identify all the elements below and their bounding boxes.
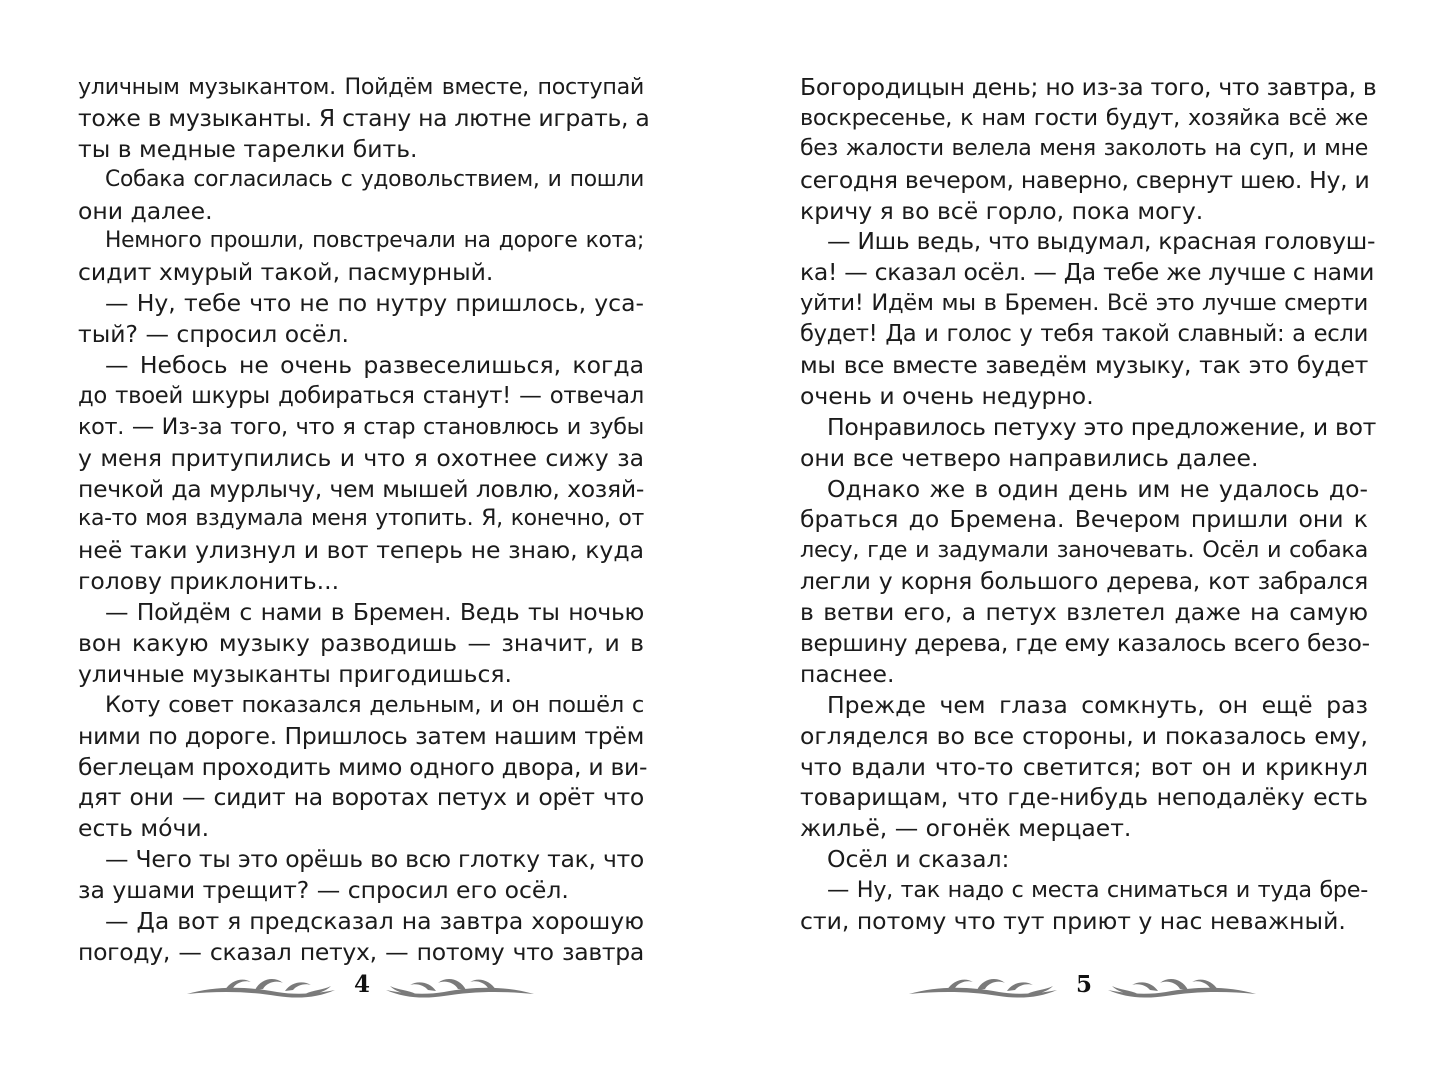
text-line: очень и очень недурно. (800, 381, 1094, 410)
text-line: — Небось не очень развеселишься, когда (105, 351, 644, 380)
text-line: Понравилось петуху это предложение, и вот (827, 412, 1377, 441)
text-line: кричу я во всё горло, пока могу. (800, 196, 1204, 225)
text-line: беглецам проходить мимо одного двора, и ви- (78, 752, 648, 781)
text-line: они далее. (78, 196, 213, 225)
text-line: ка-то моя вздумала меня утопить. Я, конечно, от (78, 506, 644, 532)
text-line: без жалости велела меня заколоть на суп, и мне (800, 135, 1368, 161)
text-line: — Ишь ведь, что выдумал, красная головуш- (827, 227, 1376, 256)
text-line: сегодня вечером, наверно, свернут шею. Ну, и (800, 165, 1370, 194)
text-line: у меня притупились и что я охотнее сижу за (78, 443, 644, 472)
text-line: Богородицын день; но из-за того, что завтра, в (800, 73, 1377, 101)
text-line: неё таки улизнул и вот теперь не знаю, куда (78, 536, 644, 565)
text-line: — Ну, так надо с места сниматься и туда бре- (827, 877, 1368, 904)
text-line: голову приклонить... (78, 567, 340, 596)
text-line: товарищам, что где-нибудь неподалёку есть (800, 783, 1368, 812)
text-line: в ветви его, а петух взлетел даже на самую (800, 598, 1368, 627)
text-line: кот. — Из-за того, что я стар становлюсь и зубы (78, 413, 644, 440)
text-line: ка! — сказал осёл. — Да тебе же лучше с нами (800, 258, 1375, 287)
right-ornament-icon (384, 974, 536, 1000)
text-line: уличные музыканты пригодишься. (78, 659, 512, 688)
text-line: Однако же в один день им не удалось до- (827, 474, 1368, 503)
text-line: браться до Бремена. Вечером пришли они к (800, 505, 1368, 534)
text-line: есть мо́чи. (78, 814, 210, 843)
text-line: — Ну, тебе что не по нутру пришлось, уса- (105, 289, 644, 318)
text-line: Осёл и сказал: (827, 845, 1010, 874)
text-line: мы все вместе заведём музыку, так это будет (800, 351, 1368, 380)
text-line: до твоей шкуры добираться станут! — отвечал (78, 382, 644, 409)
text-line: уйти! Идём мы в Бремен. Всё это лучше смерти (800, 290, 1368, 317)
text-line: жильё, — огонёк мерцает. (800, 814, 1132, 843)
left-page (0, 0, 722, 1083)
text-line: сти, потому что тут приют у нас неважный. (800, 907, 1346, 936)
text-line: печкой да мурлычу, чем мышей ловлю, хозяй- (78, 474, 644, 503)
text-line: Прежде чем глаза сомкнуть, он ещё раз (827, 690, 1368, 719)
text-line: ними по дороге. Пришлось затем нашим трём (78, 721, 644, 750)
text-line: что вдали что-то светится; вот он и крикнул (800, 752, 1368, 781)
text-line: дят они — сидит на воротах петух и орёт что (78, 783, 644, 812)
text-line: паснее. (800, 659, 895, 688)
text-line: вон какую музыку разводишь — значит, и в (78, 629, 644, 658)
text-line: сидит хмурый такой, пасмурный. (78, 258, 494, 287)
text-line: уличным музыкантом. Пойдём вместе, поступай (78, 74, 644, 100)
left-ornament-icon (185, 974, 337, 1000)
right-page-text (800, 72, 1377, 937)
text-line: ты в медные тарелки бить. (78, 134, 418, 163)
text-line: — Да вот я предсказал на завтра хорошую (105, 907, 644, 936)
left-page-footer (0, 966, 722, 1010)
text-line: легли у корня большого дерева, кот забрался (800, 567, 1368, 596)
right-page (722, 0, 1445, 1083)
text-line: вершину дерева, где ему казалось всего безо- (800, 629, 1370, 658)
page-number: 5 (1075, 971, 1092, 998)
text-line: — Пойдём с нами в Бремен. Ведь ты ночью (105, 598, 644, 627)
text-line: они все четверо направились далее. (800, 443, 1259, 472)
text-line: тоже в музыканты. Я стану на лютне играть, а (78, 103, 650, 132)
text-line: погоду, — сказал петух, — потому что завтра (78, 937, 644, 966)
left-page-text (78, 72, 650, 968)
text-line: Собака согласилась с удовольствием, и пошли (105, 166, 644, 192)
text-line: воскресенье, к нам гости будут, хозяйка всё же (800, 104, 1368, 131)
text-line: тый? — спросил осёл. (78, 320, 349, 349)
text-line: за ушами трещит? — спросил его осёл. (78, 876, 569, 905)
text-line: лесу, где и задумали заночевать. Осёл и собака (800, 537, 1368, 564)
right-ornament-icon (1106, 974, 1258, 1000)
text-line: Немного прошли, повстречали на дороге кота; (105, 228, 644, 254)
text-line: — Чего ты это орёшь во всю глотку так, что (105, 845, 644, 874)
text-line: огляделся во все стороны, и показалось ему, (800, 721, 1368, 750)
text-line: Коту совет показался дельным, и он пошёл с (105, 691, 644, 718)
page-number: 4 (353, 971, 370, 998)
right-page-footer (722, 966, 1445, 1010)
text-line: будет! Да и голос у тебя такой славный: а если (800, 321, 1368, 348)
left-ornament-icon (907, 974, 1059, 1000)
